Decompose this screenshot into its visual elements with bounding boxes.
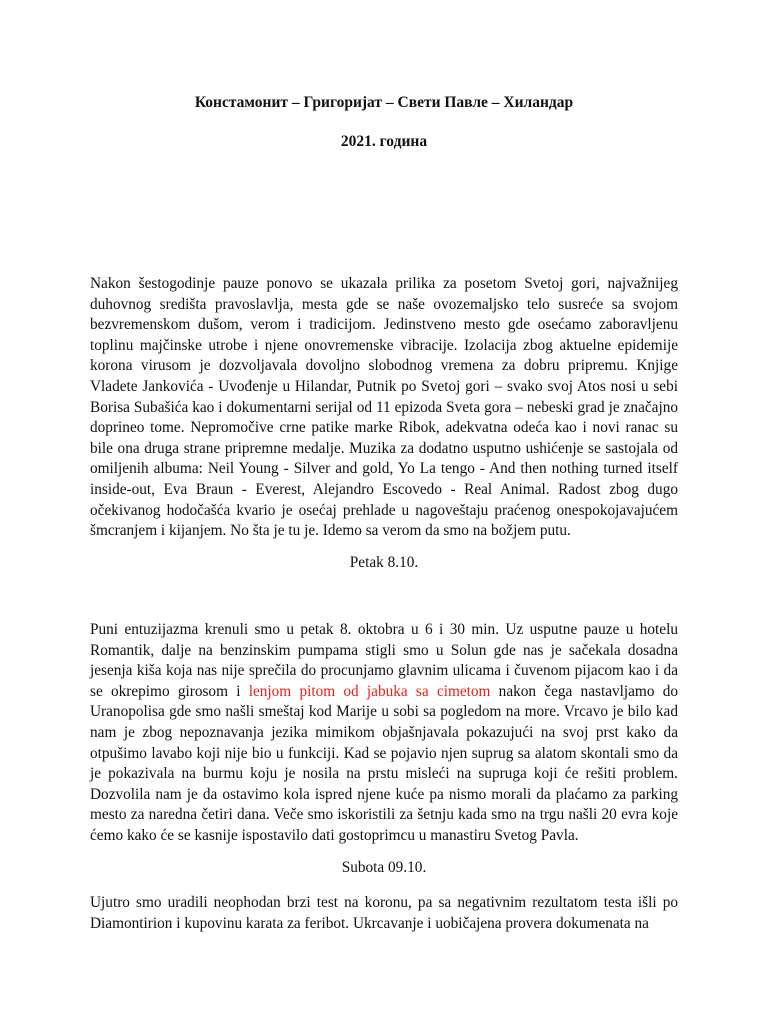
friday-highlight: lenjom pitom od jabuka sa cimetom <box>248 682 491 700</box>
intro-paragraph: Nakon šestogodinje pauze ponovo se ukazala prilika za posetom Svetoj gori, najvažnijeg duhovnog središta pravoslavlja, mesta gde se naše ovozemaljsko telo susreće sa svojom bezvremenskom dušom, verom i tradicijom. Jedinstveno mesto gde osećamo zaboravljenu toplinu majčinske utrobe i njene onovremenske vibracije. Izolacija zbog aktuelne epidemije korona virusom je dozvoljavala dovoljno slobodnog vremena za dobru pripremu. Knjige Vladete Jankovića - Uvođenje u Hilandar, Putnik po Svetoj gori – svako svoj Atos nosi u sebi Borisa Subašića kao i dokumentarni serijal od 11 epizoda Sveta gora – nebeski grad je značajno doprineo tome. Nepromočive crne patike marke Ribok, adekvatna odeća kao i novi ranac su bile ona druga strane pripremne medalje. Muzika za dodatno usputno ushićenje se sastojala od omiljenih albuma: Neil Young - Silver and gold, Yo La tengo - And then nothing turned itself inside-out, Eva Braun - Everest, Alejandro Escovedo - Real Animal. Radost zbog dugo očekivanog hodočašća kvario je osećaj prehlade u nagoveštaju praćenog onespokojavajućem šmcranjem i kijanjem. No šta je tu je. Idemo sa verom da smo na božjem putu. <box>90 275 678 540</box>
friday-text-end: nakon čega nastavljamo do Uranopolisa gde smo našli smeštaj kod Marije u sobi sa pogledom na more. Vrcavo je bilo kad nam je zbog nepoznavanja jezika mimikom objašnjavala pokazujući na svoj prst kako da otpušimo lavabo koji nije bio u funkciji. Kad se pojavio njen suprug sa alatom skontali smo da je pokazivala na burmu koju je nosila na prstu misleći na supruga koji će rešiti problem. Dozvolila nam je da ostavimo kola ispred njene kuće pa nismo morali da plaćamo za parking mesto za naredna četiri dana. Veče smo iskoristili za šetnju kada smo na trgu našli 20 evra koje ćemo kako će se kasnije ispostavilo dati gostoprimcu u manastiru Svetog Pavla. <box>90 682 679 844</box>
friday-heading: Petak 8.10. <box>349 554 419 571</box>
document-title: Констамонит – Григоријат – Свети Павле – Хиландар <box>194 94 574 111</box>
friday-text-start: Puni entuzijazma krenuli smo u petak 8. oktobra u 6 i 30 min. Uz usputne pauze u hotelu Romantik, dalje na benzinskim pumpama stigli smo u Solun gde nas je sačekala dosadna jesenja kiša koja nas nije sprečila do procunjamo glavnim ulicama i čuvenom pijacom kao i da se okrepimo girosom i <box>90 621 678 700</box>
document-year: 2021. година <box>340 133 428 150</box>
saturday-heading: Subota 09.10. <box>341 859 427 876</box>
saturday-paragraph: Ujutro smo uradili neophodan brzi test na koronu, pa sa negativnim rezultatom testa išli po Diamontirion i kupovinu karata za feribot. Ukrcavanje i uobičajena provera dokumenata na <box>90 894 678 932</box>
friday-paragraph <box>90 620 678 847</box>
